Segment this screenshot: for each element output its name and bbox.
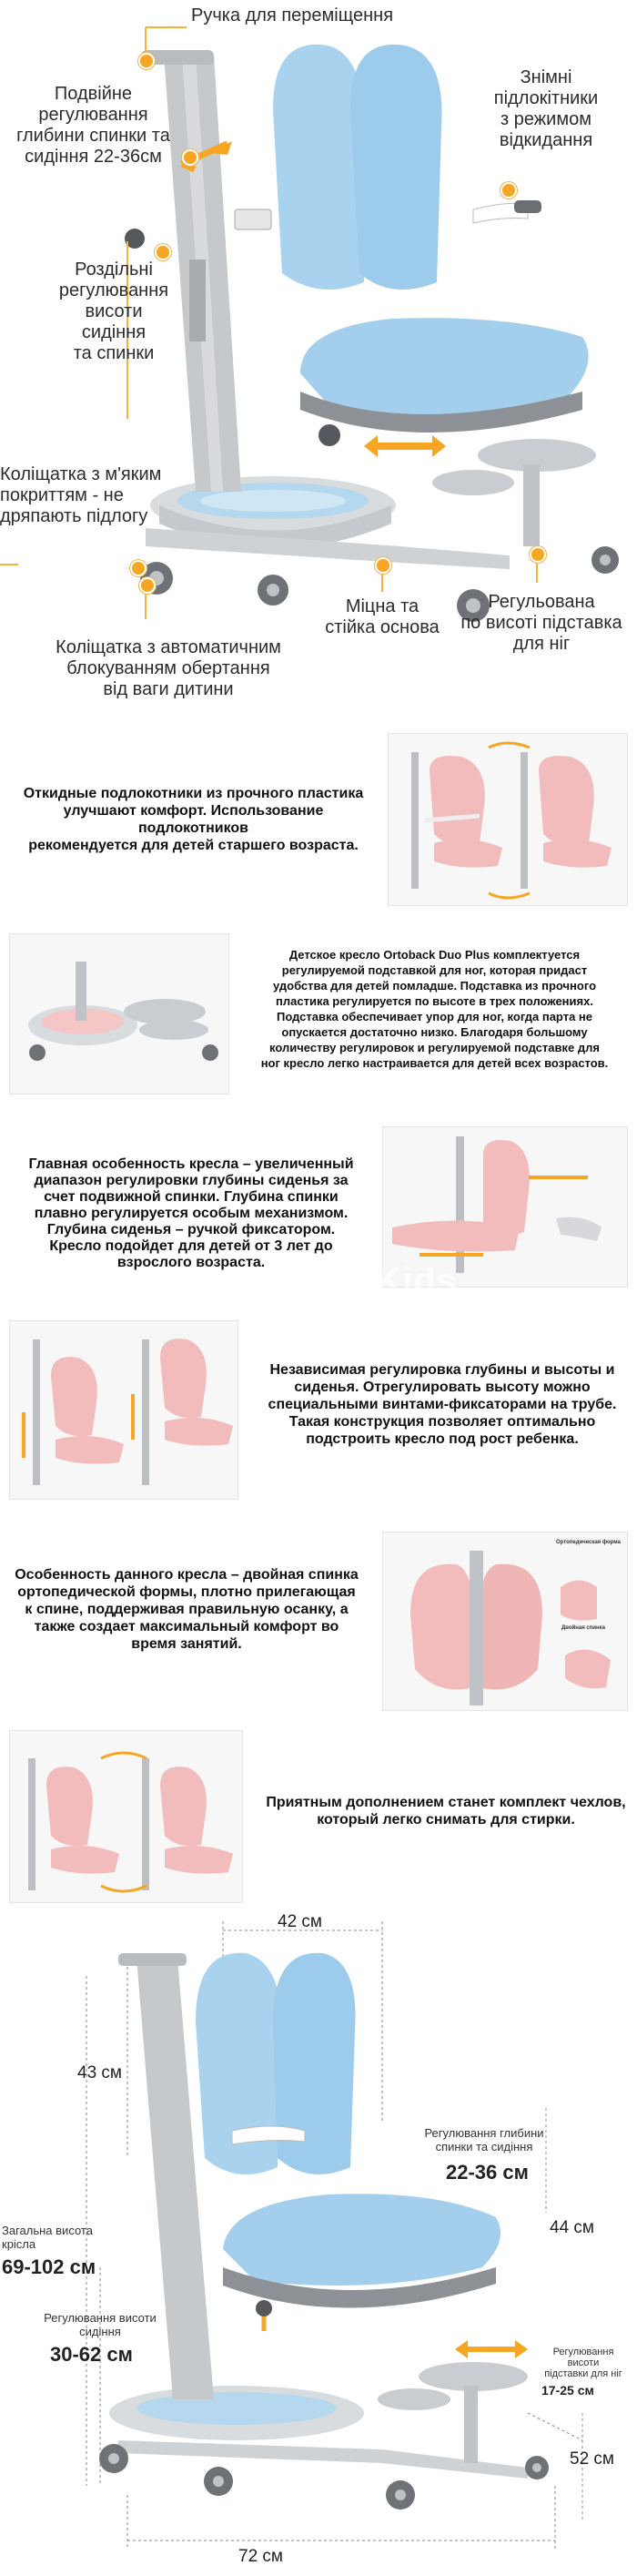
hero-section — [0, 0, 637, 728]
dim-footrest-value: 17-25 см — [541, 2383, 594, 2398]
callout-handle: Ручка для переміщення — [191, 5, 394, 25]
height-photo — [9, 1320, 238, 1500]
dim-depth-label: Регулювання глибини спинки та сидіння — [424, 2126, 544, 2153]
dim-total-value: 69-102 см — [2, 2255, 96, 2278]
callout-lock-wheels: Коліщатка з автоматичним блокуванням обертання від ваги дитини — [56, 637, 281, 699]
dim-footrest-label: Регулювання висоти підставки для ніг — [544, 2347, 622, 2379]
back-thumb-label-double: Двойная спинка — [561, 1625, 605, 1631]
dimensions-section — [0, 1903, 637, 2576]
covers-description: Приятным дополнением станет комплект чехлов, который легко снимать для стирки. — [266, 1795, 626, 1828]
watermark: Ergo Kids — [278, 1261, 458, 1301]
callout-dot-armrest — [500, 182, 517, 199]
back-photo — [382, 1532, 628, 1711]
callout-dot-lock — [139, 577, 156, 594]
callout-armrests: Знімні підлокітники з режимом відкидання — [493, 67, 599, 150]
callout-base: Міцна та стійка основа — [325, 596, 440, 637]
back-description: Особенность данного кресла – двойная спинка ортопедической формы, плотно прилегающая к спине, поддерживая правильную осанку, а также создает максимальный комфорт во время занятий. — [15, 1567, 359, 1652]
back-thumb-label-orthopedic: Ортопедическая форма — [556, 1540, 621, 1545]
dim-total-label: Загальна висота крісла — [2, 2224, 93, 2251]
height-description: Независимая регулировка глубины и высоты и сиденья. Отрегулировать высоту можно специальными винтами-фиксаторами на трубе. Такая конструкция позволяет оптимально подстроить кресло под рост ребенка. — [268, 1362, 617, 1447]
callout-dot-handle — [138, 53, 155, 69]
callout-dot-wheels — [130, 560, 147, 576]
callout-dot-footrest — [530, 546, 546, 563]
footrest-description: Детское кресло Ortoback Duo Plus комплектуется регулируемой подставкой для ног, которая придаст удобства для детей помладше. Подставка из прочного пластика регулируется по высоте в трех положениях. Подставка обеспечивает упор для ног, когда парта не опускается достаточно низко. Благодаря большому количеству регулировок и регулируемой подставке для ног кресло легко настраивается для детей всех возрастов. — [260, 948, 609, 1070]
dim-back-height: 43 см — [77, 2063, 122, 2082]
dim-base-width: 72 см — [238, 2547, 283, 2566]
dim-seat-depth: 44 см — [550, 2218, 594, 2237]
callout-dot-height — [155, 244, 171, 260]
armrests-photo — [388, 733, 628, 906]
footrest-photo — [9, 933, 229, 1095]
dim-base-depth: 52 см — [570, 2449, 614, 2469]
armrests-description: Откидные подлокотники из прочного пластика улучшают комфорт. Использование подлокотников рекомендуется для детей старшего возраста. — [23, 786, 364, 853]
callout-dot-base — [375, 557, 391, 574]
callout-soft-wheels: Коліщатка з м'яким покриттям - не дряпають підлогу — [0, 464, 162, 526]
dim-depth-value: 22-36 см — [446, 2161, 529, 2184]
callout-footrest: Регульована по висоті підставка для ніг — [460, 592, 622, 654]
dim-seat-height-value: 30-62 см — [50, 2343, 133, 2366]
dim-width-top: 42 см — [278, 1912, 322, 1931]
dim-seat-height-label: Регулювання висоти сидіння — [44, 2311, 157, 2338]
depth-description: Главная особенность кресла – увеличенный диапазон регулировки глубины сиденья за счет подвижной спинки. Глубина спинки плавно регулируется особым механизмом. Глубина сиденья – ручкой фиксатором. Кресло подойдет для детей от 3 лет до взрослого возраста. — [28, 1156, 354, 1270]
covers-photo — [9, 1730, 243, 1903]
callout-depth: Подвійне регулювання глибини спинки та сидіння 22-36см — [16, 84, 170, 167]
callout-height: Роздільні регулювання висоти сидіння та спинки — [58, 260, 169, 363]
